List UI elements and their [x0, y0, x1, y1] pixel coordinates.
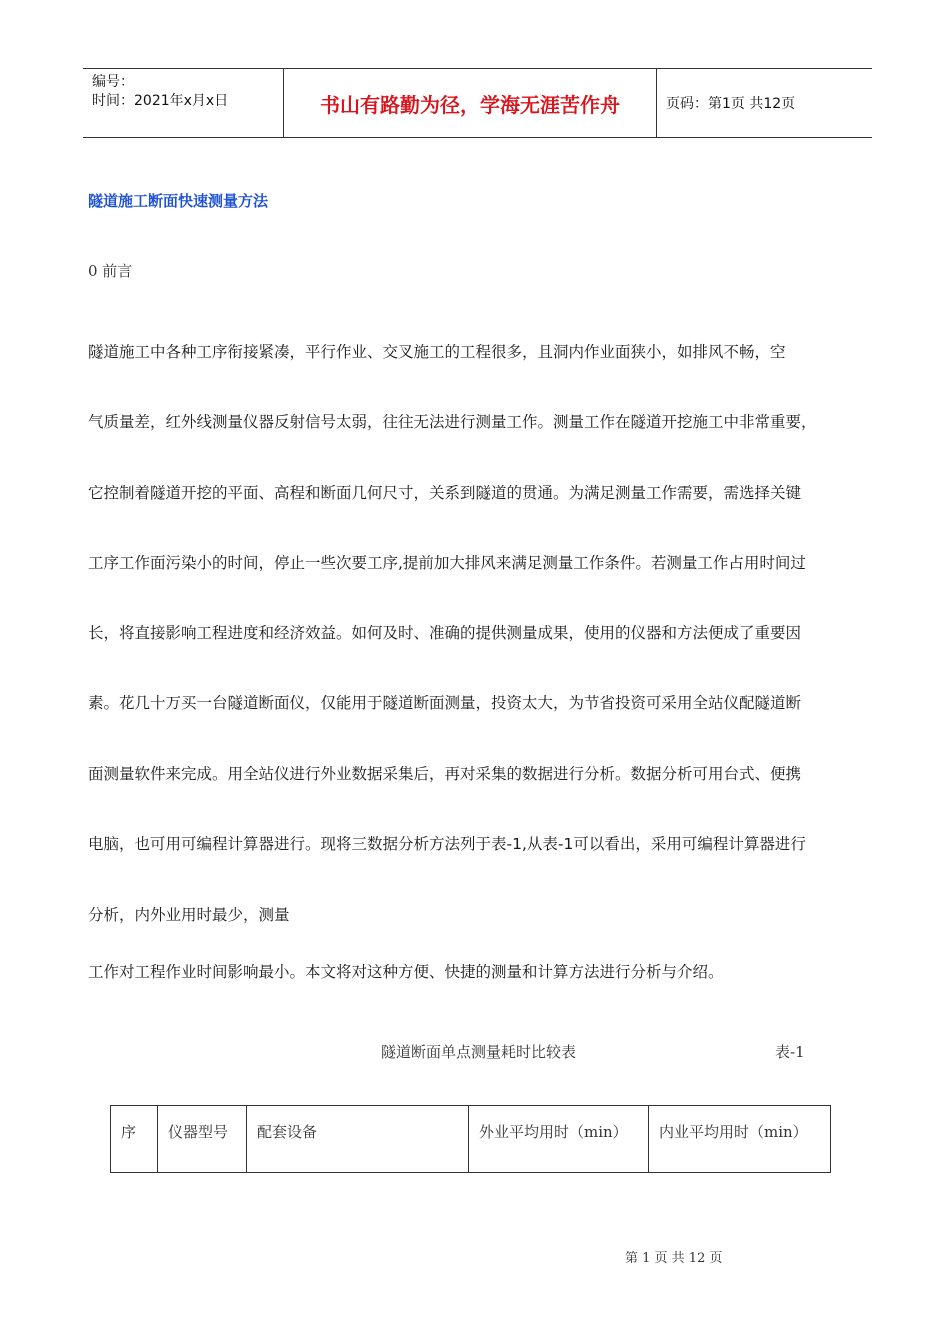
page-header	[83, 68, 872, 138]
table-label: 表-1	[775, 1043, 805, 1061]
page-footer: 第 1 页 共 12 页	[625, 1251, 723, 1266]
header-meta	[83, 69, 284, 137]
paragraph-line: 隧道施工中各种工序衔接紧凑，平行作业、交叉施工的工程很多，且洞内作业面狭小，如排风不畅，空	[88, 343, 786, 361]
date-label: 时间：2021年x月x日	[92, 93, 229, 109]
table-header-cell: 序	[111, 1106, 158, 1173]
comparison-table	[110, 1105, 831, 1173]
table-header-cell: 外业平均用时（min）	[469, 1106, 649, 1173]
table-header-cell: 内业平均用时（min）	[649, 1106, 831, 1173]
paragraph-line: 长，将直接影响工程进度和经济效益。如何及时、准确的提供测量成果，使用的仪器和方法便成了重要因	[88, 624, 802, 642]
table-header-cell: 配套设备	[247, 1106, 469, 1173]
header-motto: 书山有路勤为径，学海无涯苦作舟	[284, 69, 657, 137]
table-header-cell: 仪器型号	[158, 1106, 247, 1173]
section-heading: 0 前言	[88, 262, 133, 280]
document-title: 隧道施工断面快速测量方法	[88, 192, 269, 210]
paragraph-line: 工作对工程作业时间影响最小。本文将对这种方便、快捷的测量和计算方法进行分析与介绍。	[88, 963, 724, 981]
table-caption: 隧道断面单点测量耗时比较表	[381, 1043, 577, 1061]
paragraph-line: 面测量软件来完成。用全站仪进行外业数据采集后，再对采集的数据进行分析。数据分析可用台式、便携	[88, 765, 802, 783]
table-header-row	[111, 1106, 831, 1173]
paragraph-line: 它控制着隧道开挖的平面、高程和断面几何尺寸，关系到隧道的贯通。为满足测量工作需要，需选择关键	[88, 484, 802, 502]
header-page-info: 页码：第1页 共12页	[666, 96, 796, 112]
paragraph-line: 电脑，也可用可编程计算器进行。现将三数据分析方法列于表-1,从表-1可以看出，采用可编程计算器进行	[88, 835, 806, 853]
paragraph-line: 气质量差，红外线测量仪器反射信号太弱，往往无法进行测量工作。测量工作在隧道开挖施工中非常重要，	[88, 413, 817, 431]
number-label: 编号：	[92, 74, 134, 90]
paragraph-line: 分析，内外业用时最少，测量	[88, 906, 290, 924]
paragraph-line: 素。花几十万买一台隧道断面仪，仅能用于隧道断面测量，投资太大，为节省投资可采用全站仪配隧道断	[88, 694, 802, 712]
paragraph-line: 工序工作面污染小的时间，停止一些次要工序,提前加大排风来满足测量工作条件。若测量工作占用时间过	[88, 554, 806, 572]
